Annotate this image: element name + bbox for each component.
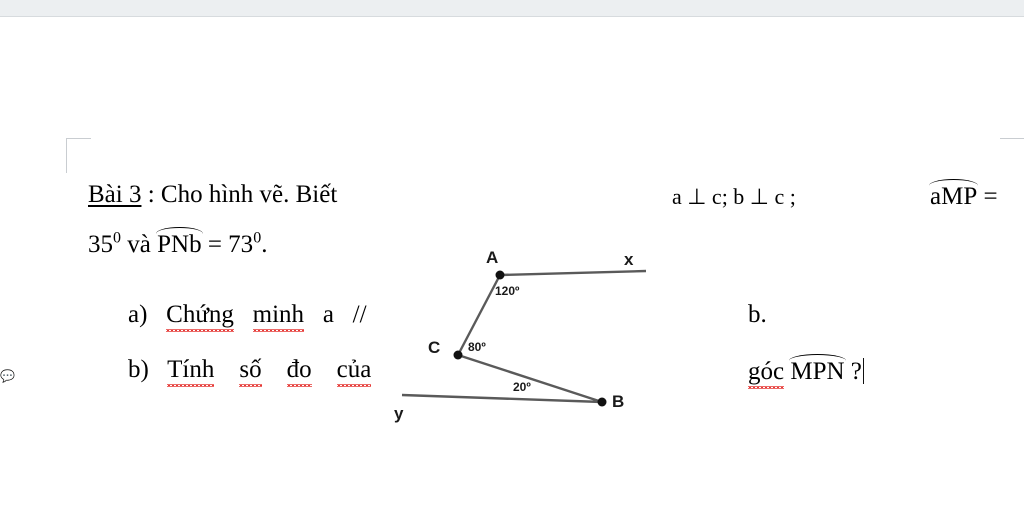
geometry-figure (380, 240, 650, 430)
figure-svg (380, 240, 650, 430)
item-b-word-4: của (336, 356, 372, 383)
point-A (496, 271, 505, 280)
value-35: 35 (88, 231, 113, 258)
item-b-continuation (748, 355, 864, 387)
page-margin-corner-left (66, 138, 91, 173)
point-C (454, 351, 463, 360)
item-a-word-3: a (322, 301, 334, 328)
segment-Ax (500, 271, 646, 275)
figure-angle-at-A: 120º (495, 284, 520, 298)
item-a-continuation: b. (748, 301, 767, 328)
period-mark: . (261, 231, 268, 258)
figure-label-C: C (428, 338, 441, 357)
segment-By (402, 395, 602, 402)
item-b-word-3: đo (286, 356, 312, 383)
item-a-word-4: // (352, 301, 367, 328)
list-item-a (128, 300, 367, 330)
window-top-strip (0, 0, 1024, 17)
item-a-word-1: Chứng (166, 301, 234, 328)
figure-label-x: x (624, 250, 634, 269)
figure-label-y: y (394, 404, 404, 423)
exercise-heading-line (88, 180, 337, 210)
figure-label-B: B (612, 392, 625, 411)
question-mark: ? (850, 358, 862, 385)
degree-symbol-2: 0 (253, 229, 262, 247)
condition-text: a ⊥ c; b ⊥ c ; (672, 184, 796, 209)
item-b-word-2: số (239, 356, 262, 383)
list-item-b (128, 355, 371, 385)
item-b-word-1: Tính (167, 356, 215, 383)
angle-MPN-label: MPN (790, 355, 844, 387)
angle-aMP-label: aMP (930, 180, 977, 212)
figure-label-A: A (486, 248, 499, 267)
figure-angle-at-C: 80º (468, 340, 486, 354)
angle-aMP-expression (930, 180, 998, 212)
exercise-heading-text (148, 181, 338, 208)
given-values-line (88, 228, 267, 260)
equals-sign: = (983, 183, 998, 210)
segment-CB (458, 355, 602, 402)
comment-icon[interactable]: 💬 (0, 369, 15, 383)
item-a-marker: a) (128, 301, 148, 328)
exercise-label: Bài 3 (88, 181, 142, 208)
angle-PNb-label: PNb (157, 228, 201, 260)
equals-73: = 73 (207, 231, 254, 258)
figure-angle-at-B: 20º (513, 380, 531, 394)
exercise-heading-text-value: : Cho hình vẽ. Biết (147, 181, 338, 208)
degree-symbol-1: 0 (113, 229, 121, 247)
conjunction-va: và (127, 231, 151, 258)
item-b-marker: b) (128, 356, 149, 383)
item-b-word-goc: góc (748, 358, 785, 385)
page-margin-corner-right (1000, 138, 1024, 173)
item-a-word-2: minh (252, 301, 305, 328)
point-B (598, 398, 607, 407)
text-cursor (863, 358, 865, 384)
